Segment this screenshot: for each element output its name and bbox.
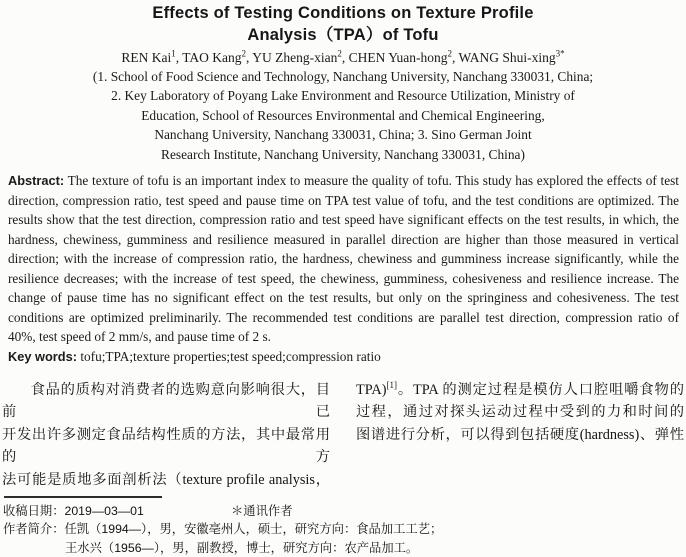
author-affil-mark: 2 [241, 48, 247, 59]
author-affil-mark: 1 [171, 48, 176, 59]
footnote-row [3, 502, 686, 520]
footnote-rule [4, 496, 162, 498]
author-name: YU Zheng-xian [252, 50, 338, 65]
corresponding-author-note: ＊通讯作者 [231, 504, 293, 519]
author-bio-text: 任凯（1994—），男，安徽亳州人，硕士，研究方向：食品加工工艺； [64, 522, 443, 537]
keywords-label: Key words: [8, 348, 77, 364]
affiliation-line: Research Institute, Nanchang University, Nanchang 330031, China) [161, 146, 525, 162]
body-line [356, 379, 684, 401]
affiliation-line: Education, School of Resources Environmental and Chemical Engineering, [141, 107, 545, 123]
affiliations [0, 67, 686, 164]
author-separator: , [452, 50, 459, 65]
author-bio-line: 王水兴（1956—），男，副教授，博士，研究方向：农产品加工。 [65, 540, 419, 555]
author-affil-mark: 2 [337, 48, 342, 59]
received-date: 收稿日期：2019—03—01 [3, 504, 144, 519]
author-line [0, 49, 686, 67]
author-name: CHEN Yuan-hong [348, 50, 448, 65]
author-bio-line [3, 520, 686, 538]
affiliation-line: Nanchang University, Nanchang 330031, China; 3. Sino German Joint [154, 127, 532, 143]
body-text: 。TPA 的测定过程是模仿人口腔咀嚼食物的 [396, 382, 684, 399]
body-line: 过程，通过对探头运动过程中受到的力和时间的 [356, 404, 684, 421]
left-column [2, 379, 330, 491]
author-separator: , [246, 50, 253, 65]
affiliation-line: (1. School of Food Science and Technology, Nanchang University, Nanchang 330031, China; [92, 69, 594, 84]
paper-title [0, 0, 686, 46]
abstract [8, 171, 679, 347]
body-line: 图谱进行分析，可以得到包括硬度(hardness)、弹性 [356, 426, 684, 443]
right-column [356, 379, 684, 491]
author-separator: , [175, 50, 183, 65]
affiliation-line: 2. Key Laboratory of Poyang Lake Environment and Resource Utilization, Ministry of [111, 88, 575, 104]
author-name: WANG Shui-xing [458, 50, 556, 65]
body-columns [2, 379, 684, 491]
abstract-label: Abstract: [8, 173, 65, 189]
author-name: REN Kai [121, 50, 172, 65]
keywords [8, 347, 679, 367]
abstract-text: The texture of tofu is an important index to measure the quality of tofu. This study has explored the effects of test direction, compression ratio, test speed and pause time on TPA test value of tofu, and the test conditions are optimized. The results show that the test direction, compression ratio and test speed have significant effects on the test results, in which, the hardness, chewiness, gumminess and resilience measured in parallel direction are higher than those measured in vertical direction; with the increase of compression ratio, the hardness, chewiness and gumminess increase significantly, while the resilience decreases; with the increase of test speed, the chewiness, gumminess, cohesiveness and resilience increase. The change of pause time has no significant effect on the test results, but only on the springiness and cohesiveness. The test conditions are optimized preliminarily. The recommended test conditions are parallel test direction, compression ratio of 40%, test speed of 2 mm/s, and pause time of 2 s. [8, 173, 679, 345]
body-text: TPA) [356, 382, 387, 399]
paper-title-line1: Effects of Testing Conditions on Texture Profile [152, 4, 534, 22]
paper-title-line2: Analysis（TPA）of Tofu [247, 25, 439, 44]
body-line: 开发出许多测定食品结构性质的方法，其中最常用的方 [2, 426, 330, 466]
author-bio-label: 作者简介： [3, 522, 65, 537]
body-line: 食品的质构对消费者的选购意向影响很大，目前已 [2, 382, 330, 421]
keywords-text: tofu;TPA;texture properties;test speed;compression ratio [80, 348, 381, 364]
body-line: 法可能是质地多面剖析法（texture profile analysis， [2, 471, 330, 488]
author-affil-mark: 3* [555, 48, 565, 59]
author-affil-mark: 2 [447, 48, 452, 59]
footnote [3, 496, 686, 557]
citation-mark: [1] [386, 380, 397, 391]
author-name: TAO Kang [182, 50, 242, 65]
author-separator: , [341, 50, 349, 65]
